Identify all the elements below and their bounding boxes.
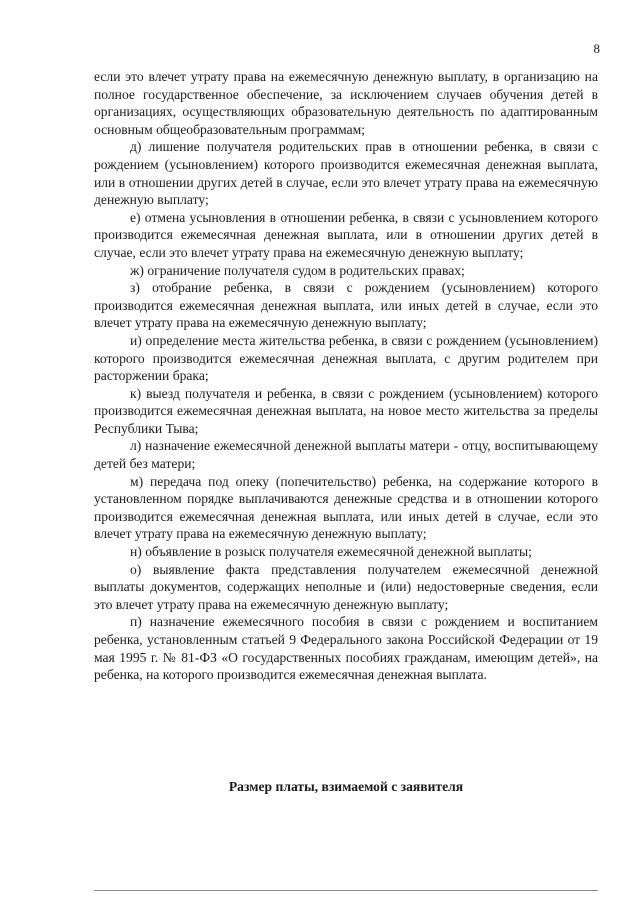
paragraph-item-m: м) передача под опеку (попечительство) ребенка, на содержание которого в установленном порядке выплачиваются денежные средства и в отношении которого производится ежемесячная денежная выплата, или иных детей в случае, если это влечет утрату права на ежемесячную денежную выплату; [94, 473, 598, 542]
paragraph-item-p: п) назначение ежемесячного пособия в связи с рождением и воспитанием ребенка, установленным статьей 9 Федерального закона Российской Федерации от 19 мая 1995 г. № 81-ФЗ «О государственных пособиях гражданам, имеющим детей», на ребенка, на которого производится ежемесячная денежная выплата. [94, 614, 598, 683]
paragraph-item-e: е) отмена усыновления в отношении ребенка, в связи с усыновлением которого производится ежемесячная денежная выплата, или в отношении других детей в случае, если это влечет утрату права на ежемесячную денежную выплату; [94, 209, 598, 260]
paragraph-continuation: если это влечет утрату права на ежемесячную денежную выплату, в организацию на полное государственное обеспечение, за исключением случаев обучения детей в организациях, осуществляющих образовательную деятельность по адаптированным основным общеобразовательным программам; [94, 69, 598, 137]
paragraph-item-k: к) выезд получателя и ребенка, в связи с рождением (усыновлением) которого производится ежемесячная денежная выплата, на новое место жительства за пределы Республики Тыва; [94, 385, 598, 436]
paragraph-item-i: и) определение места жительства ребенка, в связи с рождением (усыновлением) которого производится ежемесячная денежная выплата, с другим родителем при расторжении брака; [94, 332, 598, 384]
section-heading: Размер платы, взимаемой с заявителя [228, 779, 464, 794]
paragraph-item-o: о) выявление факта представления получателем ежемесячной денежной выплаты документов, содержащих неполные и (или) недостоверные сведения, если это влечет утрату права на ежемесячную денежную выплату; [94, 561, 598, 612]
paragraph-item-zh: ж) ограничение получателя судом в родительских правах; [130, 262, 465, 278]
paragraph-item-l: л) назначение ежемесячной денежной выплаты матери - отцу, воспитывающему детей без матери; [94, 438, 598, 472]
page-number: 8 [593, 41, 600, 56]
paragraph-item-n: н) объявление в розыск получателя ежемесячной денежной выплаты; [130, 544, 532, 560]
paragraph-item-z: з) отобрание ребенка, в связи с рождением (усыновлением) которого производится ежемесячная денежная выплата, или иных детей в случае, если это влечет утрату права на ежемесячную денежную выплату; [94, 280, 598, 331]
document-body [94, 68, 598, 684]
paragraph-item-d: д) лишение получателя родительских прав в отношении ребенка, в связи с рождением (усыновлением) которого производится ежемесячная денежная выплата, или в отношении других детей в случае, если это влечет утрату права на ежемесячную денежную выплату; [94, 139, 598, 208]
footer-divider [94, 890, 598, 891]
